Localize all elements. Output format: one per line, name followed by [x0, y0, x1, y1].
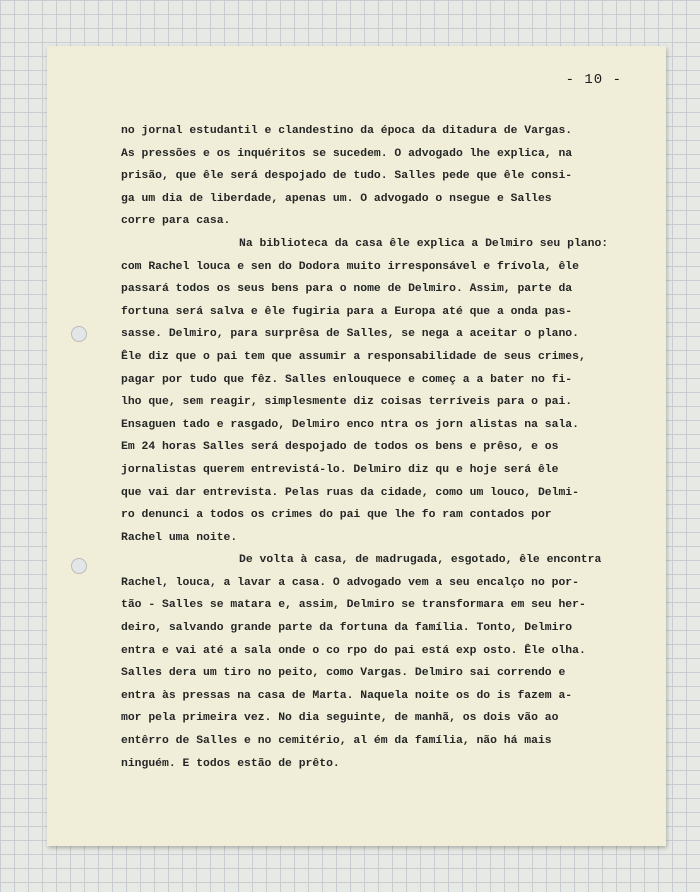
text-line: Salles dera um tiro no peito, como Vargas. Delmiro sai correndo e [121, 667, 566, 680]
text-line: corre para casa. [121, 215, 231, 228]
typewritten-text [121, 120, 621, 775]
text-line: entra e vai até a sala onde o co rpo do pai está exp osto. Êle olha. [121, 644, 586, 657]
typewritten-page [47, 46, 666, 846]
text-line: deiro, salvando grande parte da fortuna da família. Tonto, Delmiro [121, 622, 573, 635]
punch-hole [71, 558, 87, 574]
text-line: ga um dia de liberdade, apenas um. O advogado o nsegue e Salles [121, 192, 552, 205]
text-line: no jornal estudantil e clandestino da época da ditadura de Vargas. [121, 125, 573, 137]
text-line: Na biblioteca da casa êle explica a Delmiro seu plano: [239, 237, 609, 250]
text-line: lho que, sem reagir, simplesmente diz coisas terríveis para o pai. [121, 396, 573, 409]
text-line: As pressões e os inquéritos se sucedem. O advogado lhe explica, na [121, 147, 573, 160]
text-line: tão - Salles se matara e, assim, Delmiro se transformara em seu her- [121, 599, 586, 612]
text-line: fortuna será salva e êle fugiria para a Europa até que a onda pas- [121, 305, 573, 318]
text-line: ninguém. E todos estão de prêto. [121, 757, 340, 770]
text-line: pagar por tudo que fêz. Salles enlouquece e começ a a bater no fi- [121, 373, 573, 386]
text-line: Êle diz que o pai tem que assumir a responsabilidade de seus crimes, [121, 350, 586, 363]
text-line: ro denunci a todos os crimes do pai que lhe fo ram contados por [121, 509, 552, 522]
text-line: Rachel, louca, a lavar a casa. O advogado vem a seu encalço no por- [121, 576, 579, 589]
text-line: entêrro de Salles e no cemitério, al ém da família, não há mais [121, 735, 552, 748]
text-line: mor pela primeira vez. No dia seguinte, de manhã, os dois vão ao [121, 712, 559, 725]
text-line: jornalistas querem entrevistá-lo. Delmiro diz qu e hoje será êle [121, 463, 559, 476]
text-line: Rachel uma noite. [121, 531, 238, 544]
text-line: De volta à casa, de madrugada, esgotado, êle encontra [239, 554, 602, 567]
text-line: sasse. Delmiro, para surprêsa de Salles, se nega a aceitar o plano. [121, 328, 579, 341]
text-line: Ensaguen tado e rasgado, Delmiro enco ntra os jorn alistas na sala. [121, 418, 579, 431]
page-number: - 10 - [565, 72, 622, 88]
text-line: entra às pressas na casa de Marta. Naquela noite os do is fazem a- [121, 689, 573, 702]
text-line: prisão, que êle será despojado de tudo. Salles pede que êle consi- [121, 170, 573, 183]
punch-hole [71, 326, 87, 342]
text-line: que vai dar entrevista. Pelas ruas da cidade, como um louco, Delmi- [121, 486, 579, 499]
text-line: com Rachel louca e sen do Dodora muito irresponsável e frívola, êle [121, 260, 579, 273]
text-line: Em 24 horas Salles será despojado de todos os bens e prêso, e os [121, 441, 559, 454]
text-line: passará todos os seus bens para o nome de Delmiro. Assim, parte da [121, 283, 573, 296]
